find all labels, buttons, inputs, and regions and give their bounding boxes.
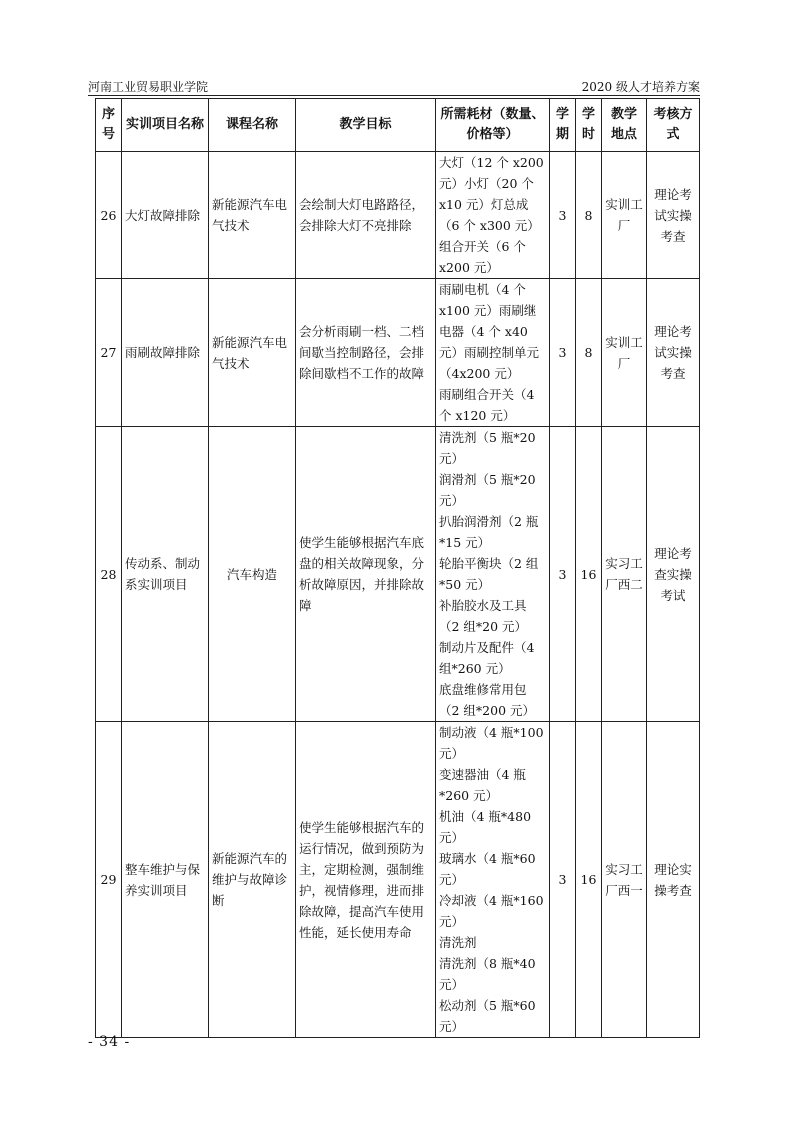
cell-place: 实习工厂西二: [602, 427, 647, 722]
material-item: 制动液（4 瓶*100 元）: [439, 725, 544, 761]
material-item: 组合开关（6 个 x200 元）: [439, 239, 526, 275]
col-header-course: 课程名称: [209, 99, 296, 152]
cell-assess: 理论实操考查: [647, 722, 700, 1038]
cell-hours: 16: [576, 722, 602, 1038]
col-header-project: 实训项目名称: [122, 99, 209, 152]
cell-project: 传动系、制动系实训项目: [122, 427, 209, 722]
cell-place: 实习工厂西一: [602, 722, 647, 1038]
cell-no: 28: [96, 427, 122, 722]
cell-hours: 8: [576, 279, 602, 427]
material-item: 制动片及配件（4 组*260 元）: [439, 640, 535, 676]
col-header-hours: 学时: [576, 99, 602, 152]
material-item: 雨刷组合开关（4 个 x120 元）: [439, 387, 535, 423]
header-rule: [88, 95, 700, 96]
cell-no: 26: [96, 152, 122, 279]
header-school-name: 河南工业贸易职业学院: [88, 80, 209, 94]
cell-project: 大灯故障排除: [122, 152, 209, 279]
table-header-row: [96, 99, 700, 152]
cell-materials: [436, 279, 550, 427]
material-item: 清洗剂（8 瓶*40 元）: [439, 956, 536, 992]
cell-project: 雨刷故障排除: [122, 279, 209, 427]
cell-assess: 理论考试实操考查: [647, 279, 700, 427]
page-number: - 34 -: [88, 1034, 131, 1050]
header-document-title: 2020 级人才培养方案: [581, 80, 700, 94]
cell-materials: [436, 722, 550, 1038]
cell-course: 新能源汽车电气技术: [209, 279, 296, 427]
material-item: 补胎胶水及工具（2 组*20 元）: [439, 598, 528, 634]
cell-term: 3: [550, 279, 576, 427]
col-header-goal: 教学目标: [296, 99, 436, 152]
table-row: [96, 152, 700, 279]
cell-no: 27: [96, 279, 122, 427]
table-row: [96, 279, 700, 427]
cell-assess: 理论考试实操考查: [647, 152, 700, 279]
material-item: 底盘维修常用包（2 组*200 元）: [439, 682, 536, 718]
cell-term: 3: [550, 152, 576, 279]
cell-course: 汽车构造: [209, 427, 296, 722]
cell-hours: 16: [576, 427, 602, 722]
material-item: 轮胎平衡块（2 组*50 元）: [439, 556, 539, 592]
cell-term: 3: [550, 427, 576, 722]
material-item: 清洗剂: [439, 935, 477, 950]
material-item: 扒胎润滑剂（2 瓶*15 元）: [439, 514, 539, 550]
material-item: 玻璃水（4 瓶*60 元）: [439, 851, 536, 887]
training-table: [95, 98, 700, 1038]
cell-term: 3: [550, 722, 576, 1038]
table-row: [96, 427, 700, 722]
cell-no: 29: [96, 722, 122, 1038]
cell-goal: 会绘制大灯电路路径，会排除大灯不亮排除: [296, 152, 436, 279]
table-row: [96, 722, 700, 1038]
cell-course: 新能源汽车电气技术: [209, 152, 296, 279]
col-header-place: 教学地点: [602, 99, 647, 152]
material-item: 机油（4 瓶*480 元）: [439, 809, 532, 845]
material-item: 变速器油（4 瓶*260 元）: [439, 767, 526, 803]
material-item: 雨刷电机（4 个 x100 元）雨刷继电器（4 个 x40 元）雨刷控制单元（4x200 元）: [439, 282, 540, 381]
col-header-term: 学期: [550, 99, 576, 152]
cell-materials: [436, 152, 550, 279]
cell-goal: 使学生能够根据汽车底盘的相关故障现象，分析故障原因，并排除故障: [296, 427, 436, 722]
cell-project: 整车维护与保养实训项目: [122, 722, 209, 1038]
material-item: 润滑剂（5 瓶*20 元）: [439, 472, 536, 508]
cell-goal: 会分析雨刷一档、二档间歇当控制路径，会排除间歇档不工作的故障: [296, 279, 436, 427]
material-item: 清洗剂（5 瓶*20 元）: [439, 430, 536, 466]
col-header-no: 序号: [96, 99, 122, 152]
cell-place: 实训工厂: [602, 279, 647, 427]
cell-assess: 理论考查实操考试: [647, 427, 700, 722]
col-header-assess: 考核方式: [647, 99, 700, 152]
material-item: 大灯（12 个 x200 元）小灯（20 个 x10 元）灯总成（6 个 x300 元）: [439, 155, 544, 233]
material-item: 松动剂（5 瓶*60 元）: [439, 998, 536, 1034]
cell-materials: [436, 427, 550, 722]
cell-goal: 使学生能够根据汽车的运行情况，做到预防为主，定期检测，强制维护，视情修理，进而排除故障，提高汽车使用性能，延长使用寿命: [296, 722, 436, 1038]
col-header-materials: 所需耗材（数量、价格等）: [436, 99, 550, 152]
cell-place: 实训工厂: [602, 152, 647, 279]
material-item: 冷却液（4 瓶*160 元）: [439, 893, 544, 929]
cell-course: 新能源汽车的维护与故障诊断: [209, 722, 296, 1038]
cell-hours: 8: [576, 152, 602, 279]
